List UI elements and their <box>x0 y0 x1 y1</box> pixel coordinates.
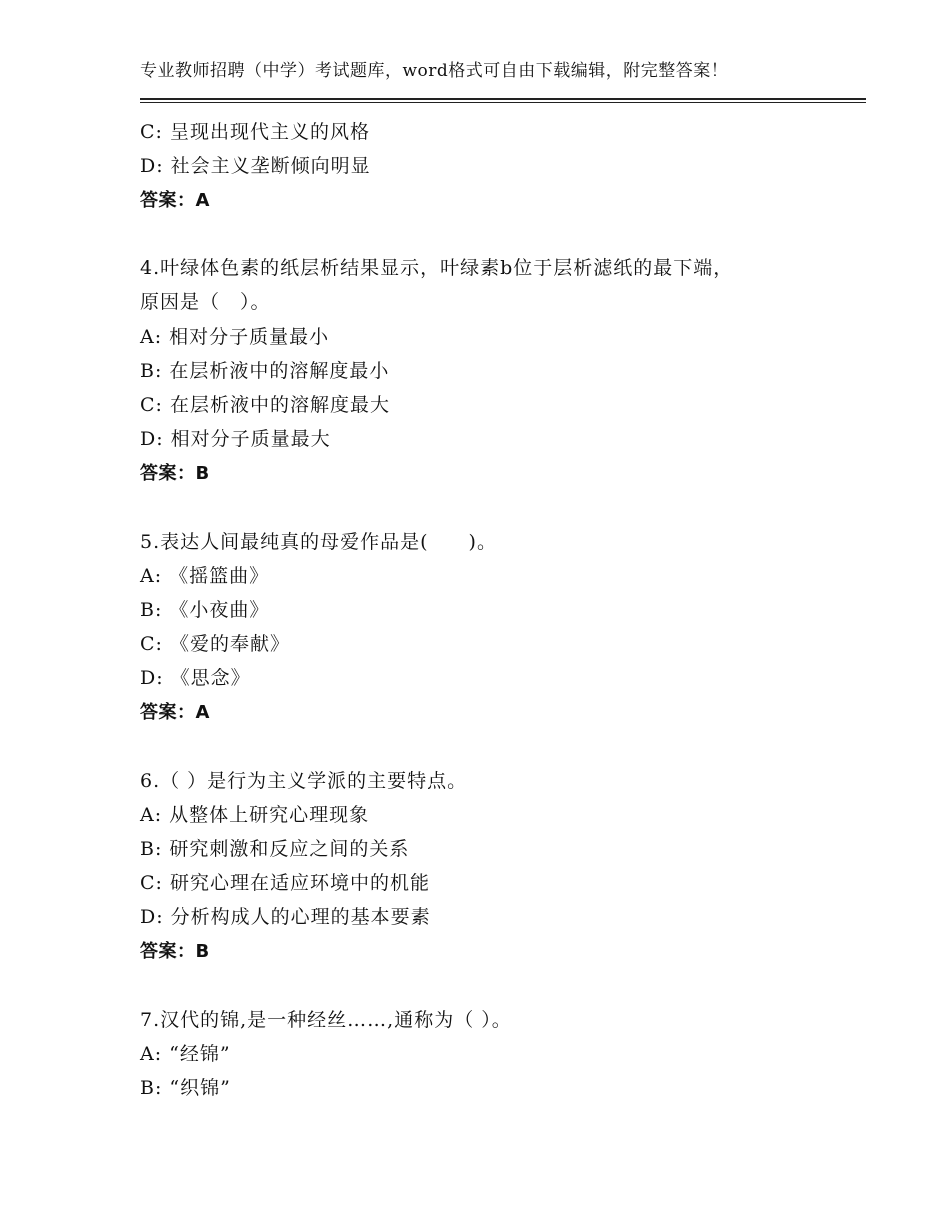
q5-option-d: D: 《思念》 <box>140 667 251 689</box>
q7-stem: 7.汉代的锦,是一种经丝……,通称为（ ）。 <box>140 1009 512 1031</box>
q5-option-a: A: 《摇篮曲》 <box>140 565 270 587</box>
q6-answer: 答案：B <box>140 941 210 962</box>
q5-option-c: C: 《爱的奉献》 <box>140 633 290 655</box>
q7-option-b: B: “织锦” <box>140 1077 231 1099</box>
q5-option-b: B: 《小夜曲》 <box>140 599 270 621</box>
q6-stem: 6.（ ）是行为主义学派的主要特点。 <box>140 770 468 792</box>
header-divider <box>140 98 866 100</box>
q4-option-c: C: 在层析液中的溶解度最大 <box>140 394 390 416</box>
q4-stem: 4.叶绿体色素的纸层析结果显示，叶绿素b位于层析滤纸的最下端， <box>140 257 734 279</box>
q4-answer: 答案：B <box>140 463 210 484</box>
q4-option-d: D: 相对分子质量最大 <box>140 428 331 450</box>
q4-stem-continued: 原因是（ ）。 <box>140 291 271 313</box>
q6-option-d: D: 分析构成人的心理的基本要素 <box>140 906 431 928</box>
q6-option-c: C: 研究心理在适应环境中的机能 <box>140 872 430 894</box>
q4-option-b: B: 在层析液中的溶解度最小 <box>140 360 390 382</box>
q3-option-c: C: 呈现出现代主义的风格 <box>140 121 370 143</box>
q4-option-a: A: 相对分子质量最小 <box>140 326 330 348</box>
q5-stem: 5.表达人间最纯真的母爱作品是( )。 <box>140 531 497 553</box>
q5-answer: 答案：A <box>140 702 210 723</box>
q6-option-a: A: 从整体上研究心理现象 <box>140 804 370 826</box>
header-divider-thin <box>140 102 866 103</box>
q3-option-d: D: 社会主义垄断倾向明显 <box>140 155 371 177</box>
page-header: 专业教师招聘（中学）考试题库，word格式可自由下载编辑，附完整答案！ <box>140 61 729 81</box>
q7-option-a: A: “经锦” <box>140 1043 231 1065</box>
q3-answer: 答案：A <box>140 190 210 211</box>
q6-option-b: B: 研究刺激和反应之间的关系 <box>140 838 410 860</box>
